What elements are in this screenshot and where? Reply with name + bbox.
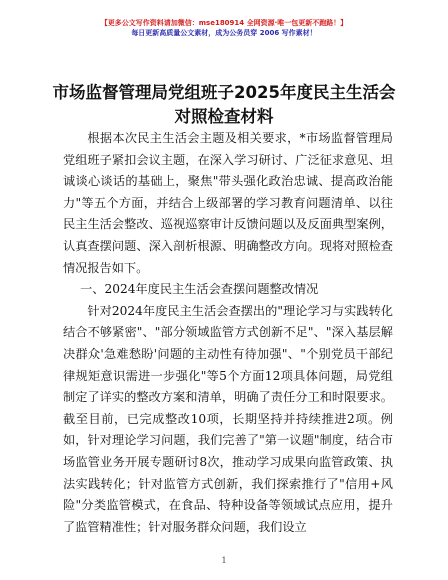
title-line-2: 对照检查材料 (174, 107, 274, 126)
banner-line-1: 【更多公文写作资料请加微信：mse180914 全网资源·唯一包更新不跑路！】 (100, 19, 348, 27)
page-number: 1 (221, 556, 227, 565)
banner-line-2: 每日更新高质量公文素材，成为公务员穿 2006 写作素材！ (131, 29, 317, 37)
document-body (63, 128, 393, 538)
section-heading-1: 一、2024年度民主生活会查摆问题整改情况 (80, 282, 319, 297)
document-title (20, 81, 428, 129)
title-line-1: 市场监督管理局党组班子2025年度民主生活会 (52, 83, 396, 102)
header-banner (0, 18, 448, 38)
intro-paragraph: 根据本次民主生活会主题及相关要求，*市场监督管理局党组班子紧扣会议主题，在深入学习研讨、广泛征求意见、坦诚谈心谈话的基础上，聚焦"带头强化政治忠诚、提高政治能力"等五个方面，并结合上级部署的学习教育问题清单、以往民主生活会整改、巡视巡察审计反馈问题以及反面典型案例，认真查摆问题、深入剖析根源、明确整改方向。现将对照检查情况报告如下。 (63, 131, 393, 275)
rectification-paragraph: 针对2024年度民主生活会查摆出的"理论学习与实践转化结合不够紧密"、"部分领域监管方式创新不足"、"深入基层解决群众'急难愁盼'问题的主动性有待加强"、"个别党员干部纪律规矩意识需进一步强化"等5个方面12项具体问题，局党组制定了详实的整改方案和清单，明确了责任分工和时限要求。截至目前，已完成整改10项，长期坚持并持续推进2项。例如，针对理论学习问题，我们完善了"第一议题"制度，结合市场监管业务开展专题研讨8次，推动学习成果向监管政策、执法实践转化；针对监管方式创新，我们探索推行了"信用+风险"分类监管模式，在食品、特种设备等领域试点应用，提升了监管精准性；针对服务群众问题，我们设立 (63, 303, 393, 534)
